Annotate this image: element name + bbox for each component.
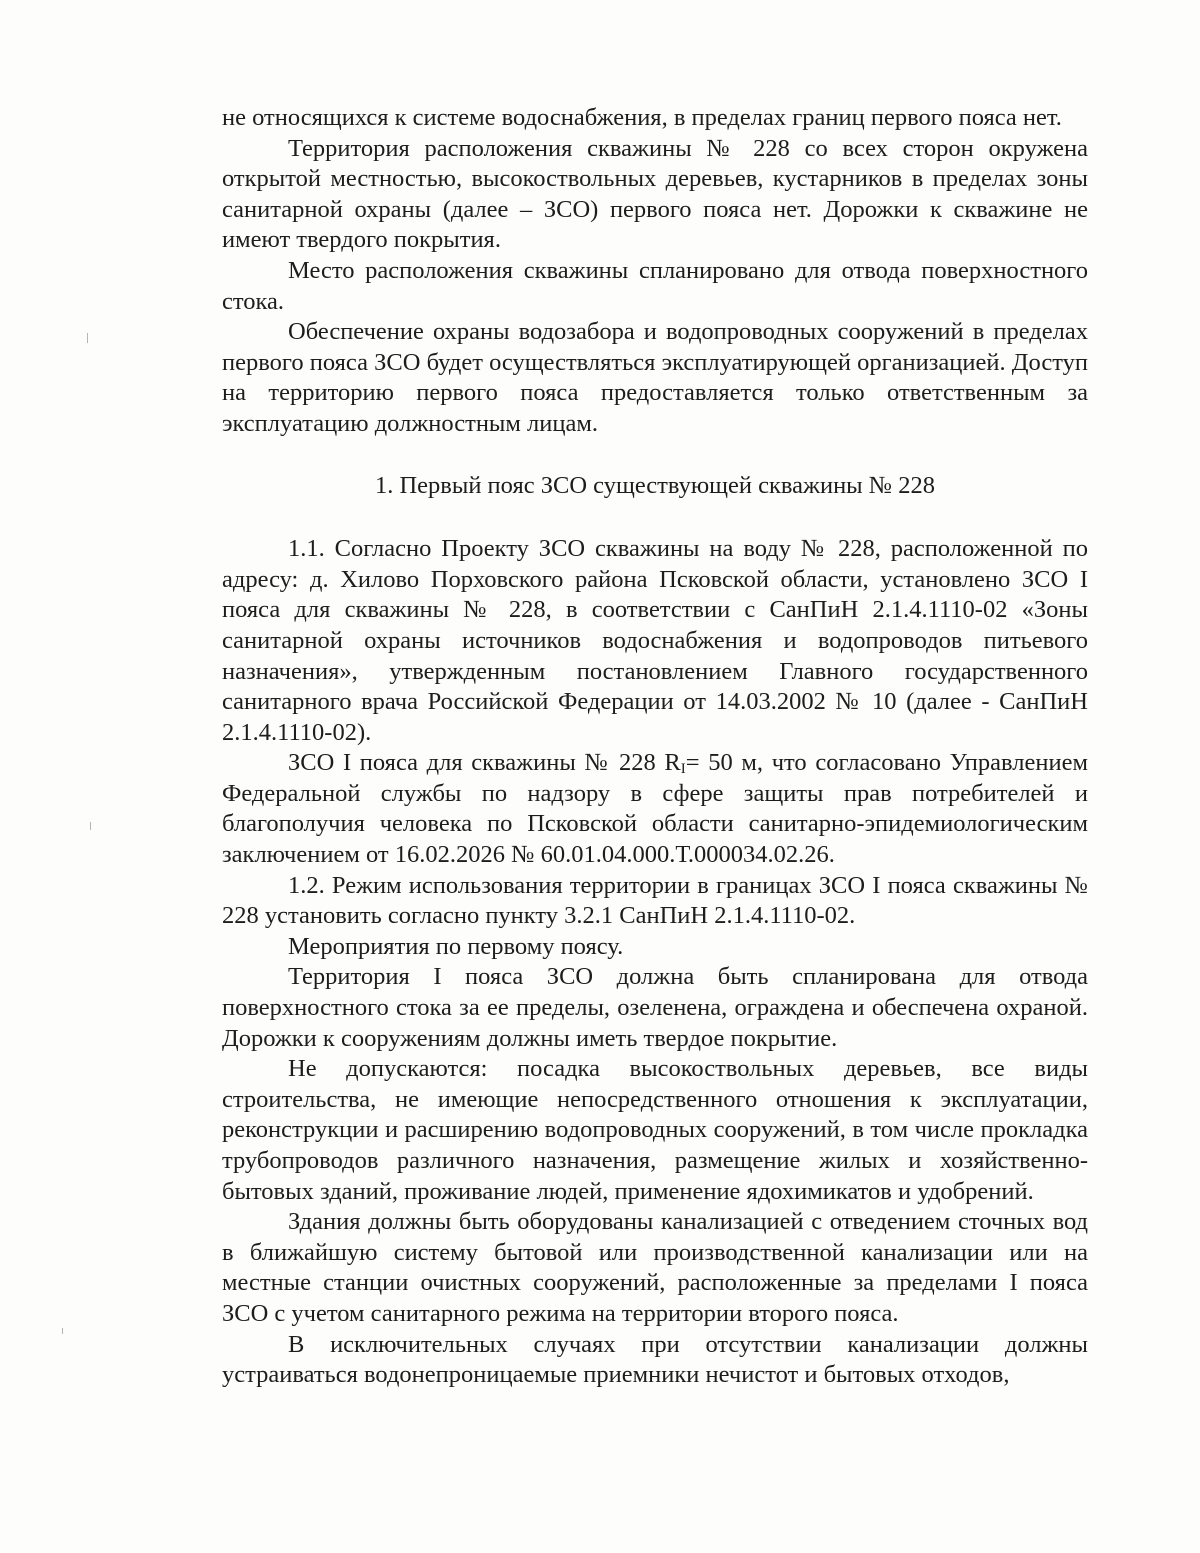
paragraph: 1.1. Согласно Проекту ЗСО скважины на воду № 228, расположенной по адресу: д. Хилово Порховского района Псковской области, установлено ЗСО I пояса для скважины № 228, в соответствии с СанПиН 2.1.4.1110-02 «Зоны санитарной охраны источников водоснабжения и водопроводов питьевого назначения», утвержденным постановлением Главного государственного санитарного врача Российской Федерации от 14.03.2002 № 10 (далее - СанПиН 2.1.4.1110-02). bbox=[222, 535, 1088, 746]
r1-subscript: I bbox=[680, 761, 686, 778]
paragraph-r1 bbox=[222, 748, 1088, 870]
paragraph: В исключительных случаях при отсутствии канализации должны устраиваться водонепроницаемые приемники нечистот и бытовых отходов, bbox=[222, 1330, 1088, 1389]
scan-artifact bbox=[62, 1328, 63, 1334]
paragraph: Не допускаются: посадка высокоствольных деревьев, все виды строительства, не имеющие непосредственного отношения к эксплуатации, реконструкции и расширению водопроводных сооружений, в том числе прокладка трубопроводов различного назначения, размещение жилых и хозяйственно-бытовых зданий, проживание людей, применение ядохимикатов и удобрений. bbox=[222, 1055, 1088, 1205]
paragraph: Здания должны быть оборудованы канализацией с отведением сточных вод в ближайшую систему бытовой или производственной канализации или на местные станции очистных сооружений, расположенные за пределами I пояса ЗСО с учетом санитарного режима на территории второго пояса. bbox=[222, 1208, 1088, 1327]
paragraph: 1.2. Режим использования территории в границах ЗСО I пояса скважины № 228 установить согласно пункту 3.2.1 СанПиН 2.1.4.1110-02. bbox=[222, 871, 1088, 930]
document-text bbox=[222, 103, 1088, 1391]
paragraph: Место расположения скважины спланировано для отвода поверхностного стока. bbox=[222, 256, 1088, 315]
paragraph: Мероприятия по первому поясу. bbox=[288, 932, 624, 960]
r1-text-before: ЗСО I пояса для скважины № 228 R bbox=[288, 749, 681, 777]
r1-text-after: = 50 м, что согласовано Управлением Федеральной службы по надзору в сфере защиты прав потребителей и благополучия человека по Псковской области санитарно-эпидемиологическим заключением от 16.02.2026 № 60.01.04.000.Т.000034.02.26. bbox=[222, 749, 1088, 869]
paragraph: Территория I пояса ЗСО должна быть спланирована для отвода поверхностного стока за ее пределы, озеленена, ограждена и обеспечена охраной. Дорожки к сооружениям должны иметь твердое покрытие. bbox=[222, 963, 1088, 1052]
scan-artifact bbox=[90, 822, 91, 830]
scan-artifact bbox=[87, 333, 88, 343]
paragraph: не относящихся к системе водоснабжения, в пределах границ первого пояса нет. bbox=[222, 104, 1062, 131]
paragraph: Территория расположения скважины № 228 со всех сторон окружена открытой местностью, высокоствольных деревьев, кустарников в пределах зоны санитарной охраны (далее – ЗСО) первого пояса нет. Дорожки к скважине не имеют твердого покрытия. bbox=[222, 134, 1088, 254]
paragraph: Обеспечение охраны водозабора и водопроводных сооружений в пределах первого пояса ЗСО будет осуществляться эксплуатирующей организацией. Доступ на территорию первого пояса предоставляется только ответственным за эксплуатацию должностным лицам. bbox=[222, 318, 1088, 437]
section-heading: 1. Первый пояс ЗСО существующей скважины № 228 bbox=[374, 471, 936, 499]
